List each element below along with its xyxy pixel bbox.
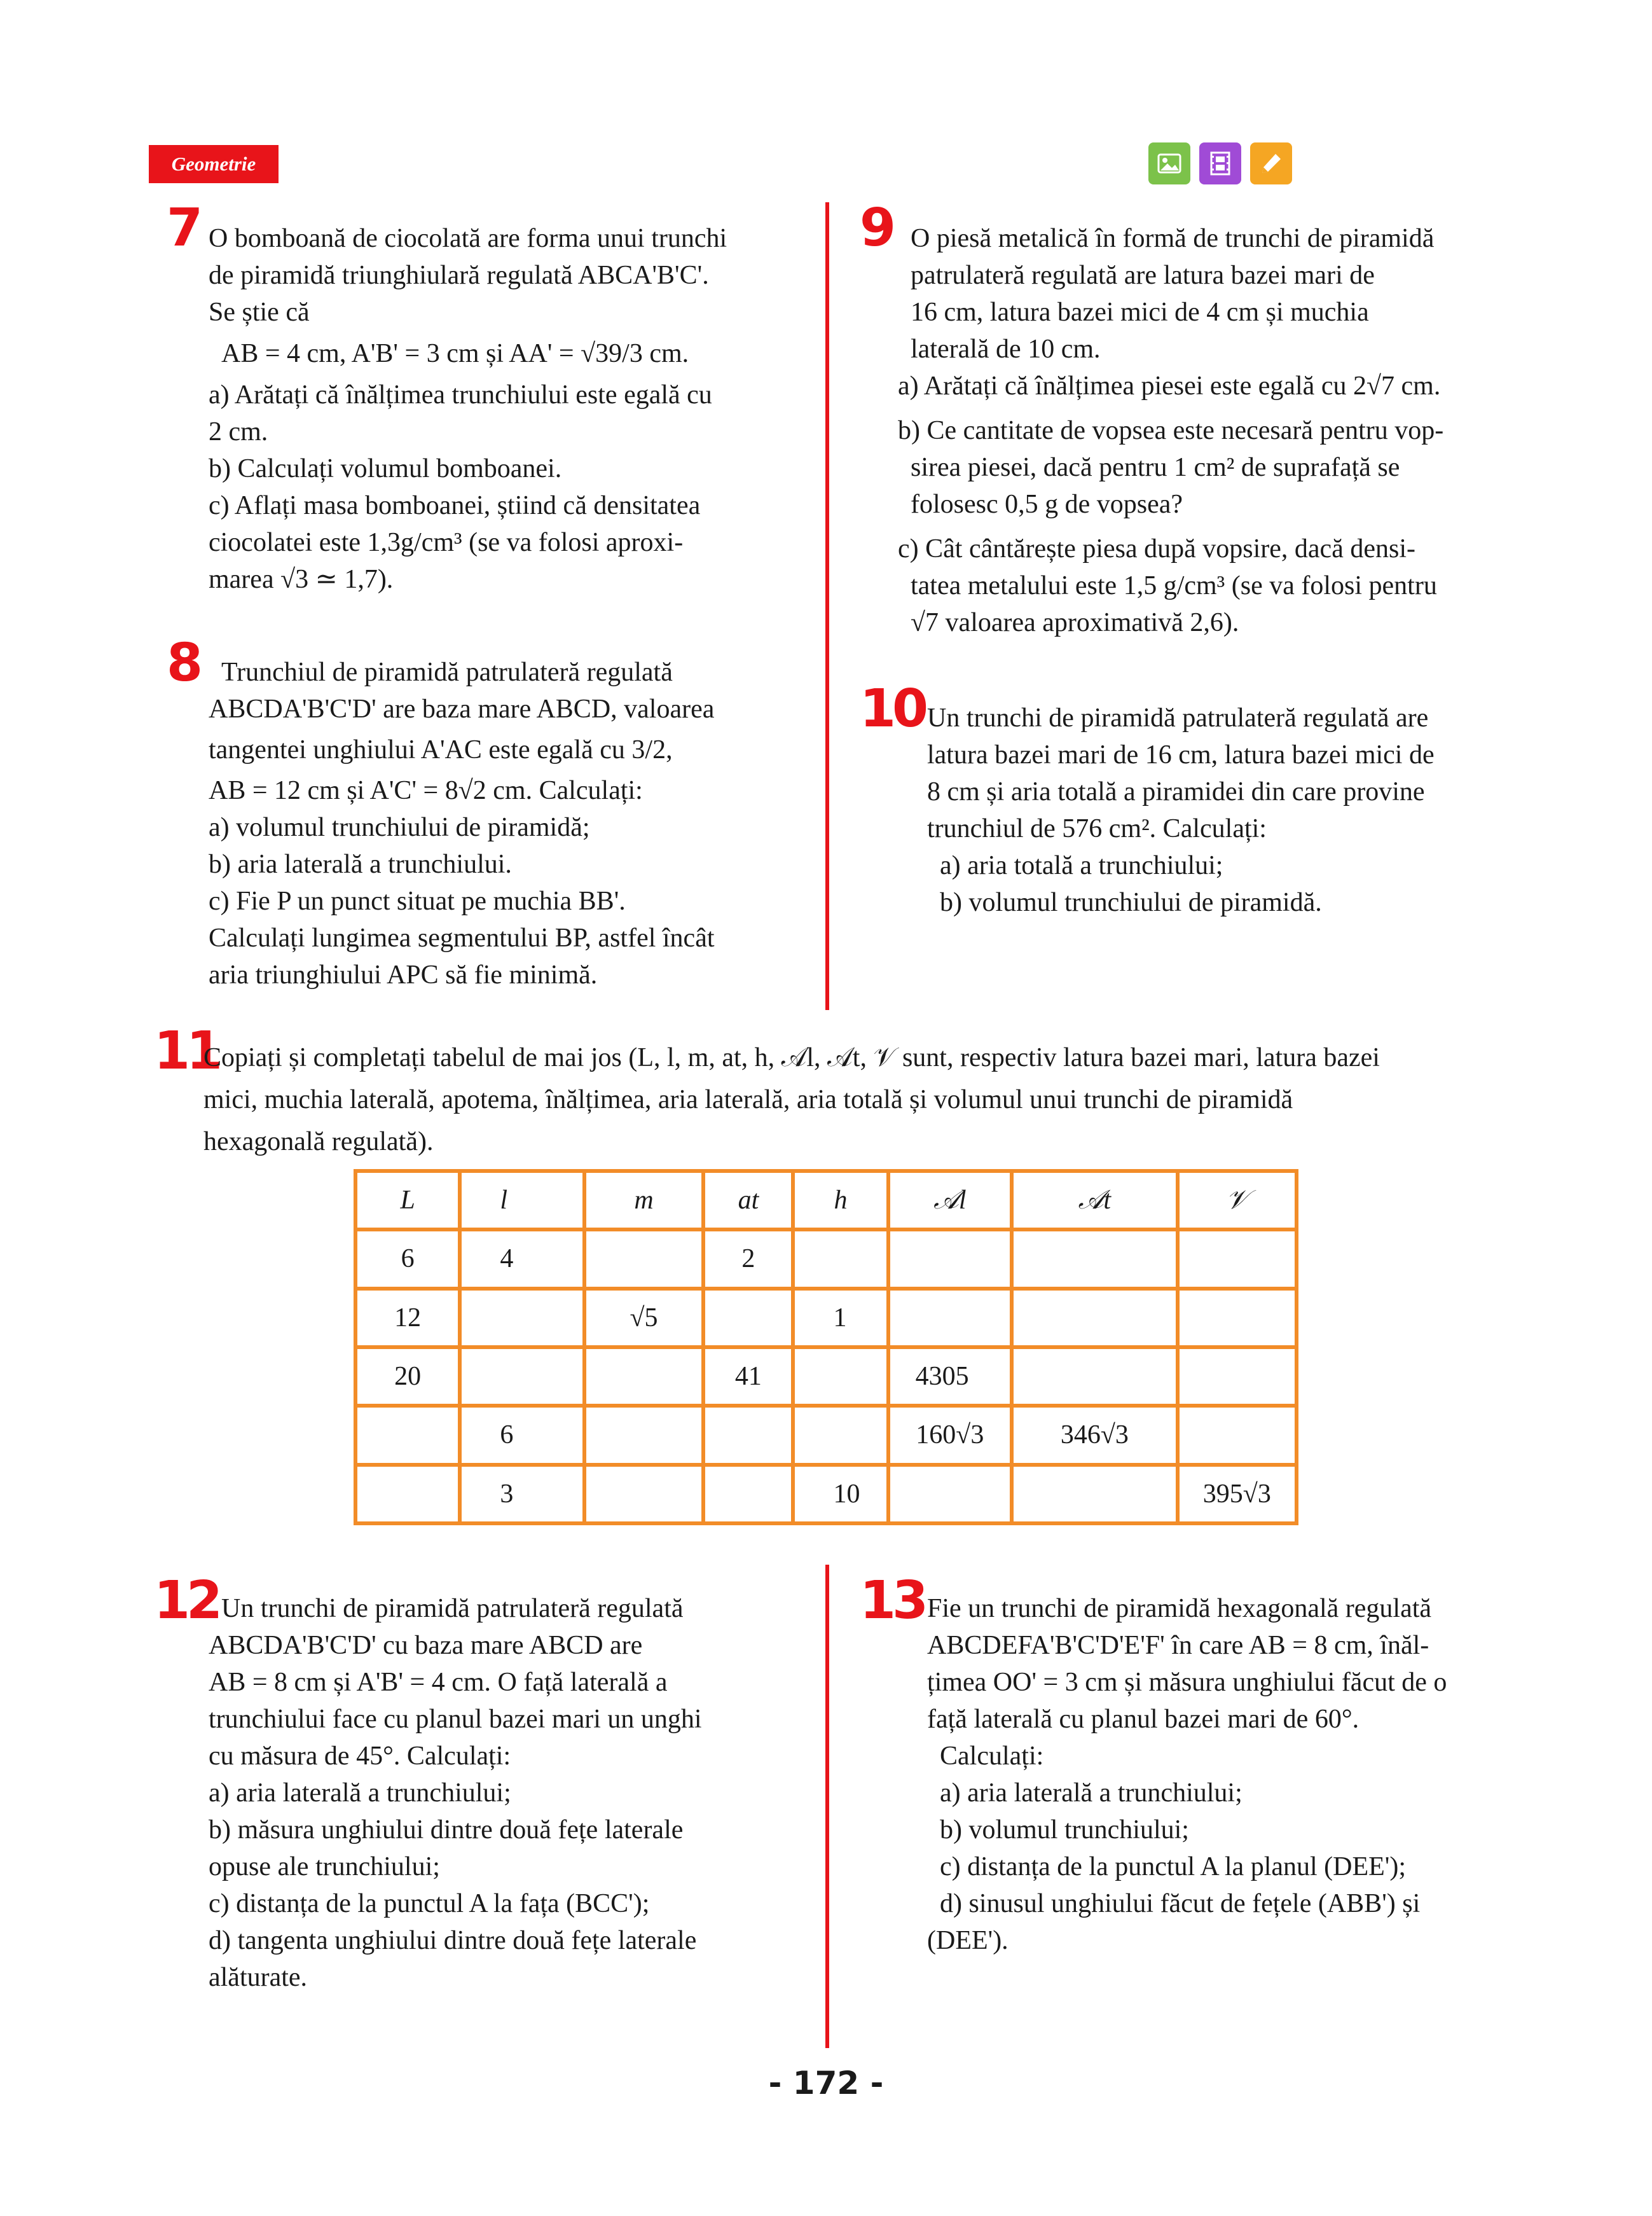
table-cell[interactable] bbox=[1178, 1406, 1297, 1464]
table-cell[interactable]: 4 bbox=[460, 1229, 584, 1288]
table-cell[interactable] bbox=[355, 1406, 460, 1464]
header-cell-h: h bbox=[793, 1171, 888, 1229]
problem-8-number: 8 bbox=[167, 633, 200, 693]
problem-7 bbox=[209, 220, 794, 598]
p12-line: a) aria laterală a trunchiului; bbox=[209, 1778, 511, 1808]
p13-line: față laterală cu planul bazei mari de 60°. bbox=[927, 1705, 1359, 1734]
p8-line: a) volumul trunchiului de piramidă; bbox=[209, 813, 590, 842]
problem-13-number: 13 bbox=[860, 1570, 925, 1631]
p10-line: latura bazei mari de 16 cm, latura bazei mici de bbox=[927, 740, 1435, 770]
table-cell[interactable]: √5 bbox=[584, 1289, 704, 1347]
table-cell[interactable]: 12 bbox=[355, 1289, 460, 1347]
table-cell[interactable]: 160√3 bbox=[888, 1406, 1012, 1464]
p12-line: opuse ale trunchiului; bbox=[209, 1852, 440, 1881]
p12-line: d) tangenta unghiului dintre două fețe laterale bbox=[209, 1926, 697, 1955]
p7-line: marea √3 ≃ 1,7). bbox=[209, 565, 394, 594]
table-cell[interactable]: 41 bbox=[703, 1347, 793, 1406]
table-cell[interactable]: 3 bbox=[460, 1465, 584, 1523]
table-row bbox=[355, 1289, 1297, 1347]
table-cell[interactable] bbox=[888, 1229, 1012, 1288]
header-cell-at: at bbox=[703, 1171, 793, 1229]
p9-line: a) Arătați că înălțimea piesei este egală cu 2√7 cm. bbox=[898, 371, 1441, 401]
table-cell[interactable] bbox=[584, 1229, 704, 1288]
p7-line: de piramidă triunghiulară regulată ABCA'B'C'. bbox=[209, 261, 709, 290]
p9-line: √7 valoarea aproximativă 2,6). bbox=[911, 608, 1239, 637]
p13-line: Calculați: bbox=[940, 1742, 1044, 1771]
column-divider-bottom bbox=[825, 1565, 829, 2048]
p11-line: Copiați și completați tabelul de mai jos (L, l, m, at, h, 𝒜l, 𝒜t, 𝒱 sunt, respectiv latura bazei mari, latura bazei bbox=[203, 1043, 1380, 1072]
problem-11 bbox=[203, 1037, 1526, 1163]
p12-line: alăturate. bbox=[209, 1963, 308, 1992]
data-table bbox=[354, 1169, 1298, 1525]
p13-line: c) distanța de la punctul A la planul (DEE'); bbox=[940, 1852, 1407, 1881]
table-cell[interactable] bbox=[793, 1347, 888, 1406]
table-cell[interactable] bbox=[793, 1406, 888, 1464]
p10-line: trunchiul de 576 cm². Calculați: bbox=[927, 814, 1267, 843]
p8-line: aria triunghiului APC să fie minimă. bbox=[209, 960, 598, 990]
p12-line: b) măsura unghiului dintre două fețe laterale bbox=[209, 1815, 684, 1845]
p12-line: c) distanța de la punctul A la fața (BCC'); bbox=[209, 1889, 650, 1918]
p13-line: Fie un trunchi de piramidă hexagonală regulată bbox=[927, 1594, 1432, 1623]
header-cell-L: L bbox=[355, 1171, 460, 1229]
p13-line: ABCDEFA'B'C'D'E'F' în care AB = 8 cm, înăl- bbox=[927, 1631, 1429, 1660]
p7-line: 2 cm. bbox=[209, 417, 268, 447]
p7-line: ciocolatei este 1,3g/cm³ (se va folosi aproxi- bbox=[209, 528, 684, 557]
header-cell-V: 𝒱 bbox=[1178, 1171, 1297, 1229]
p13-line: (DEE'). bbox=[927, 1926, 1008, 1955]
header-cell-Al: 𝒜l bbox=[888, 1171, 1012, 1229]
p8-line: c) Fie P un punct situat pe muchia BB'. bbox=[209, 887, 626, 916]
p10-line: b) volumul trunchiului de piramidă. bbox=[940, 888, 1322, 917]
table-cell[interactable] bbox=[1012, 1229, 1178, 1288]
table-cell[interactable] bbox=[793, 1229, 888, 1288]
p8-line: Trunchiul de piramidă patrulateră regulată bbox=[221, 658, 673, 687]
p10-line: 8 cm și aria totală a piramidei din care provine bbox=[927, 777, 1425, 807]
table-cell[interactable]: 1 bbox=[793, 1289, 888, 1347]
table-cell[interactable] bbox=[1178, 1229, 1297, 1288]
problem-10-number: 10 bbox=[860, 679, 925, 739]
pencil-icon[interactable] bbox=[1250, 142, 1292, 184]
p10-line: Un trunchi de piramidă patrulateră regulată are bbox=[927, 703, 1429, 733]
p9-line: b) Ce cantitate de vopsea este necesară pentru vop- bbox=[898, 416, 1444, 445]
column-divider-top bbox=[825, 202, 829, 1010]
p12-line: trunchiului face cu planul bazei mari un unghi bbox=[209, 1705, 702, 1734]
table-cell[interactable]: 395√3 bbox=[1178, 1465, 1297, 1523]
p9-line: c) Cât cântărește piesa după vopsire, dacă densi- bbox=[898, 534, 1415, 564]
table-row bbox=[355, 1465, 1297, 1523]
table-cell[interactable] bbox=[584, 1347, 704, 1406]
image-icon[interactable] bbox=[1148, 142, 1190, 184]
table-cell[interactable] bbox=[584, 1465, 704, 1523]
problem-11-number: 11 bbox=[154, 1021, 219, 1081]
table-cell[interactable] bbox=[1012, 1465, 1178, 1523]
table-cell[interactable] bbox=[584, 1406, 704, 1464]
table-row bbox=[355, 1229, 1297, 1288]
p12-line: ABCDA'B'C'D' cu baza mare ABCD are bbox=[209, 1631, 643, 1660]
p8-line: AB = 12 cm și A'C' = 8√2 cm. Calculați: bbox=[209, 776, 643, 805]
p9-line: 16 cm, latura bazei mici de 4 cm și muchia bbox=[911, 298, 1369, 327]
table-cell[interactable] bbox=[703, 1465, 793, 1523]
table-cell[interactable]: 2 bbox=[703, 1229, 793, 1288]
p9-line: patrulateră regulată are latura bazei mari de bbox=[911, 261, 1375, 290]
header-cell-m: m bbox=[584, 1171, 704, 1229]
table-cell[interactable] bbox=[1178, 1347, 1297, 1406]
table-row bbox=[355, 1347, 1297, 1406]
p11-line: hexagonală regulată). bbox=[203, 1127, 434, 1156]
p9-line: sirea piesei, dacă pentru 1 cm² de suprafață se bbox=[911, 453, 1400, 482]
problem-12-number: 12 bbox=[154, 1570, 219, 1631]
p9-line: laterală de 10 cm. bbox=[911, 335, 1101, 364]
problem-12 bbox=[209, 1590, 794, 1996]
p10-line: a) aria totală a trunchiului; bbox=[940, 851, 1223, 880]
p9-line: O piesă metalică în formă de trunchi de piramidă bbox=[911, 224, 1435, 253]
p7-line: b) Calculați volumul bomboanei. bbox=[209, 454, 562, 483]
film-icon[interactable] bbox=[1199, 142, 1241, 184]
p13-line: a) aria laterală a trunchiului; bbox=[940, 1778, 1242, 1808]
section-tag: Geometrie bbox=[149, 145, 279, 183]
table-cell[interactable] bbox=[703, 1406, 793, 1464]
table-cell[interactable]: 346√3 bbox=[1012, 1406, 1178, 1464]
page-number: - 172 - bbox=[768, 2065, 884, 2102]
table-row bbox=[355, 1406, 1297, 1464]
header-cell-At: 𝒜t bbox=[1012, 1171, 1178, 1229]
table-cell[interactable]: 6 bbox=[355, 1229, 460, 1288]
p7-line: AB = 4 cm, A'B' = 3 cm și AA' = √39/3 cm. bbox=[221, 339, 689, 368]
p13-line: țimea OO' = 3 cm și măsura unghiului făcut de o bbox=[927, 1668, 1447, 1697]
p7-line: O bomboană de ciocolată are forma unui trunchi bbox=[209, 224, 727, 253]
p11-line: mici, muchia laterală, apotema, înălțimea, aria laterală, aria totală și volumul unui trunchi de piramidă bbox=[203, 1085, 1293, 1114]
problem-9 bbox=[898, 220, 1521, 641]
table-cell[interactable]: 10 bbox=[793, 1465, 888, 1523]
table-cell[interactable] bbox=[1012, 1347, 1178, 1406]
p8-line: b) aria laterală a trunchiului. bbox=[209, 850, 512, 879]
problem-13 bbox=[927, 1590, 1521, 1959]
p7-line: c) Aflați masa bomboanei, știind că densitatea bbox=[209, 491, 701, 520]
table-cell[interactable] bbox=[1012, 1289, 1178, 1347]
table-cell[interactable]: 20 bbox=[355, 1347, 460, 1406]
p8-line: ABCDA'B'C'D' are baza mare ABCD, valoarea bbox=[209, 695, 715, 724]
p13-line: d) sinusul unghiului făcut de fețele (ABB') și bbox=[940, 1889, 1421, 1918]
header-cell-l: l bbox=[460, 1171, 584, 1229]
p13-line: b) volumul trunchiului; bbox=[940, 1815, 1189, 1845]
table-cell[interactable] bbox=[460, 1347, 584, 1406]
table-cell[interactable]: 4305 bbox=[888, 1347, 1012, 1406]
p12-line: Un trunchi de piramidă patrulateră regulată bbox=[221, 1594, 684, 1623]
p7-line: Se știe că bbox=[209, 298, 310, 327]
table-cell[interactable]: 6 bbox=[460, 1406, 584, 1464]
table-cell[interactable] bbox=[888, 1289, 1012, 1347]
table-header-row bbox=[355, 1171, 1297, 1229]
p7-line: a) Arătați că înălțimea trunchiului este egală cu bbox=[209, 380, 712, 410]
table-cell[interactable] bbox=[355, 1465, 460, 1523]
problem-7-number: 7 bbox=[167, 198, 200, 258]
p8-line: Calculați lungimea segmentului BP, astfel încât bbox=[209, 924, 715, 953]
p9-line: tatea metalului este 1,5 g/cm³ (se va folosi pentru bbox=[911, 571, 1437, 600]
p12-line: cu măsura de 45°. Calculați: bbox=[209, 1742, 511, 1771]
table-cell[interactable] bbox=[888, 1465, 1012, 1523]
table-cell[interactable] bbox=[1178, 1289, 1297, 1347]
problem-10 bbox=[927, 700, 1521, 921]
table-cell[interactable] bbox=[703, 1289, 793, 1347]
p8-line: tangentei unghiului A'AC este egală cu 3/2, bbox=[209, 735, 673, 765]
p9-line: folosesc 0,5 g de vopsea? bbox=[911, 490, 1183, 519]
p12-line: AB = 8 cm și A'B' = 4 cm. O față laterală a bbox=[209, 1668, 668, 1697]
problem-9-number: 9 bbox=[860, 198, 893, 258]
table-cell[interactable] bbox=[460, 1289, 584, 1347]
problem-8 bbox=[209, 654, 794, 994]
